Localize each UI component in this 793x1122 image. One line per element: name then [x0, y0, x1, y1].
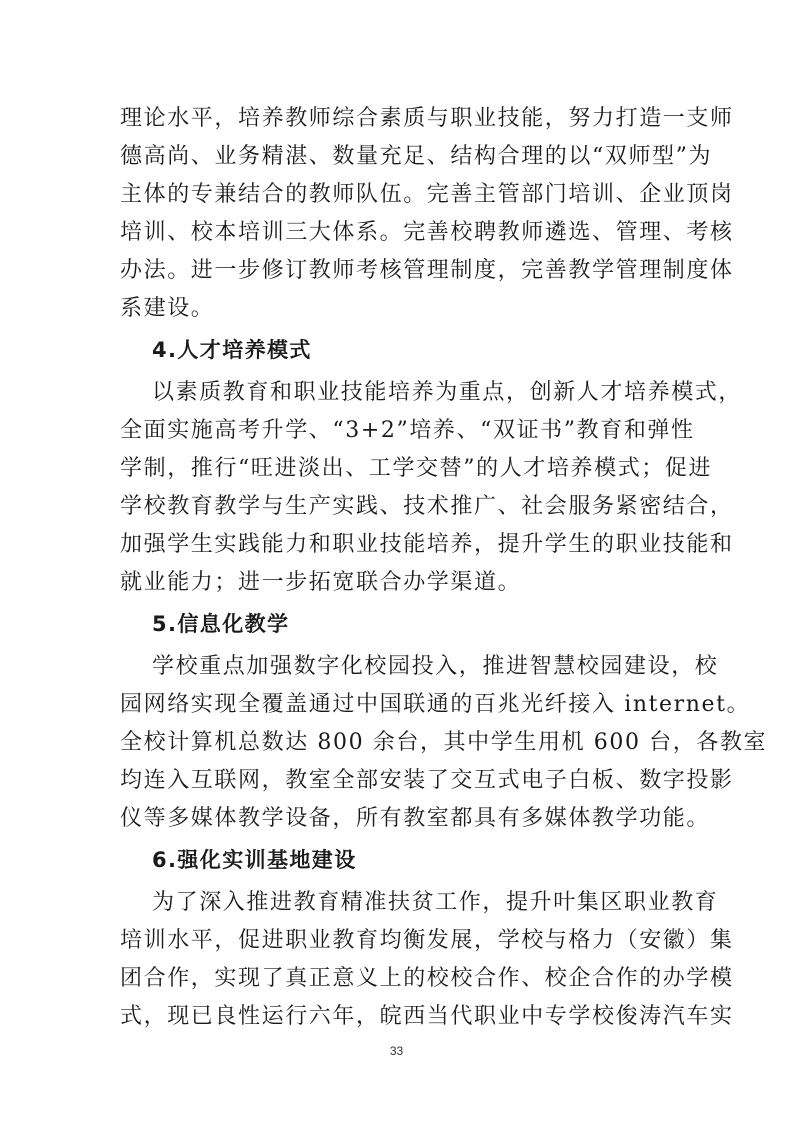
text-line: 学制，推行“旺进淡出、工学交替”的人才培养模式；促进 — [120, 456, 713, 481]
text-line: 理论水平，培养教师综合素质与职业技能，努力打造一支师 — [120, 106, 734, 131]
text-line: 园网络实现全覆盖通过中国联通的百兆光纤接入 internet。 — [120, 692, 751, 717]
text-line: 全面实施高考升学、“3+2”培养、“双证书”教育和弹性 — [120, 418, 695, 443]
text-line: 学校重点加强数字化校园投入，推进智慧校园建设，校 — [152, 654, 719, 679]
section-heading-talent-training: 4.人才培养模式 — [152, 338, 312, 362]
text-line: 团合作，实现了真正意义上的校校合作、校企合作的办学模 — [120, 966, 734, 991]
text-line: 仪等多媒体教学设备，所有教室都具有多媒体教学功能。 — [120, 806, 711, 831]
text-line: 办法。进一步修订教师考核管理制度，完善教学管理制度体 — [120, 258, 734, 283]
paragraph-talent-training — [120, 374, 743, 602]
text-line: 主体的专兼结合的教师队伍。完善主管部门培训、企业顶岗 — [120, 182, 734, 207]
text-line: 培训水平，促进职业教育均衡发展，学校与格力（安徽）集 — [120, 928, 734, 953]
paragraph-informatization — [120, 648, 768, 838]
section-heading-training-base: 6.强化实训基地建设 — [152, 848, 357, 872]
text-line: 系建设。 — [120, 296, 215, 321]
text-line: 以素质教育和职业技能培养为重点，创新人才培养模式， — [152, 380, 743, 405]
page-number: 33 — [389, 1044, 404, 1058]
text-line: 加强学生实践能力和职业技能培养，提升学生的职业技能和 — [120, 532, 734, 557]
text-line: 就业能力；进一步拓宽联合办学渠道。 — [120, 570, 522, 595]
text-line: 全校计算机总数达 800 余台，其中学生用机 600 台，各教室 — [120, 730, 768, 755]
text-line: 学校教育教学与生产实践、技术推广、社会服务紧密结合， — [120, 494, 734, 519]
text-line: 德高尚、业务精湛、数量充足、结构合理的以“双师型”为 — [120, 144, 713, 169]
text-line: 均连入互联网，教室全部安装了交互式电子白板、数字投影 — [120, 768, 734, 793]
section-heading-informatization: 5.信息化教学 — [152, 612, 290, 636]
paragraph-teacher-team — [120, 100, 734, 328]
text-line: 式，现已良性运行六年，皖西当代职业中专学校俊涛汽车实 — [120, 1004, 734, 1029]
text-line: 为了深入推进教育精准扶贫工作，提升叶集区职业教育 — [152, 890, 719, 915]
text-line: 培训、校本培训三大体系。完善校聘教师遴选、管理、考核 — [120, 220, 734, 245]
paragraph-training-base — [120, 884, 734, 1036]
body-text — [120, 100, 768, 1036]
